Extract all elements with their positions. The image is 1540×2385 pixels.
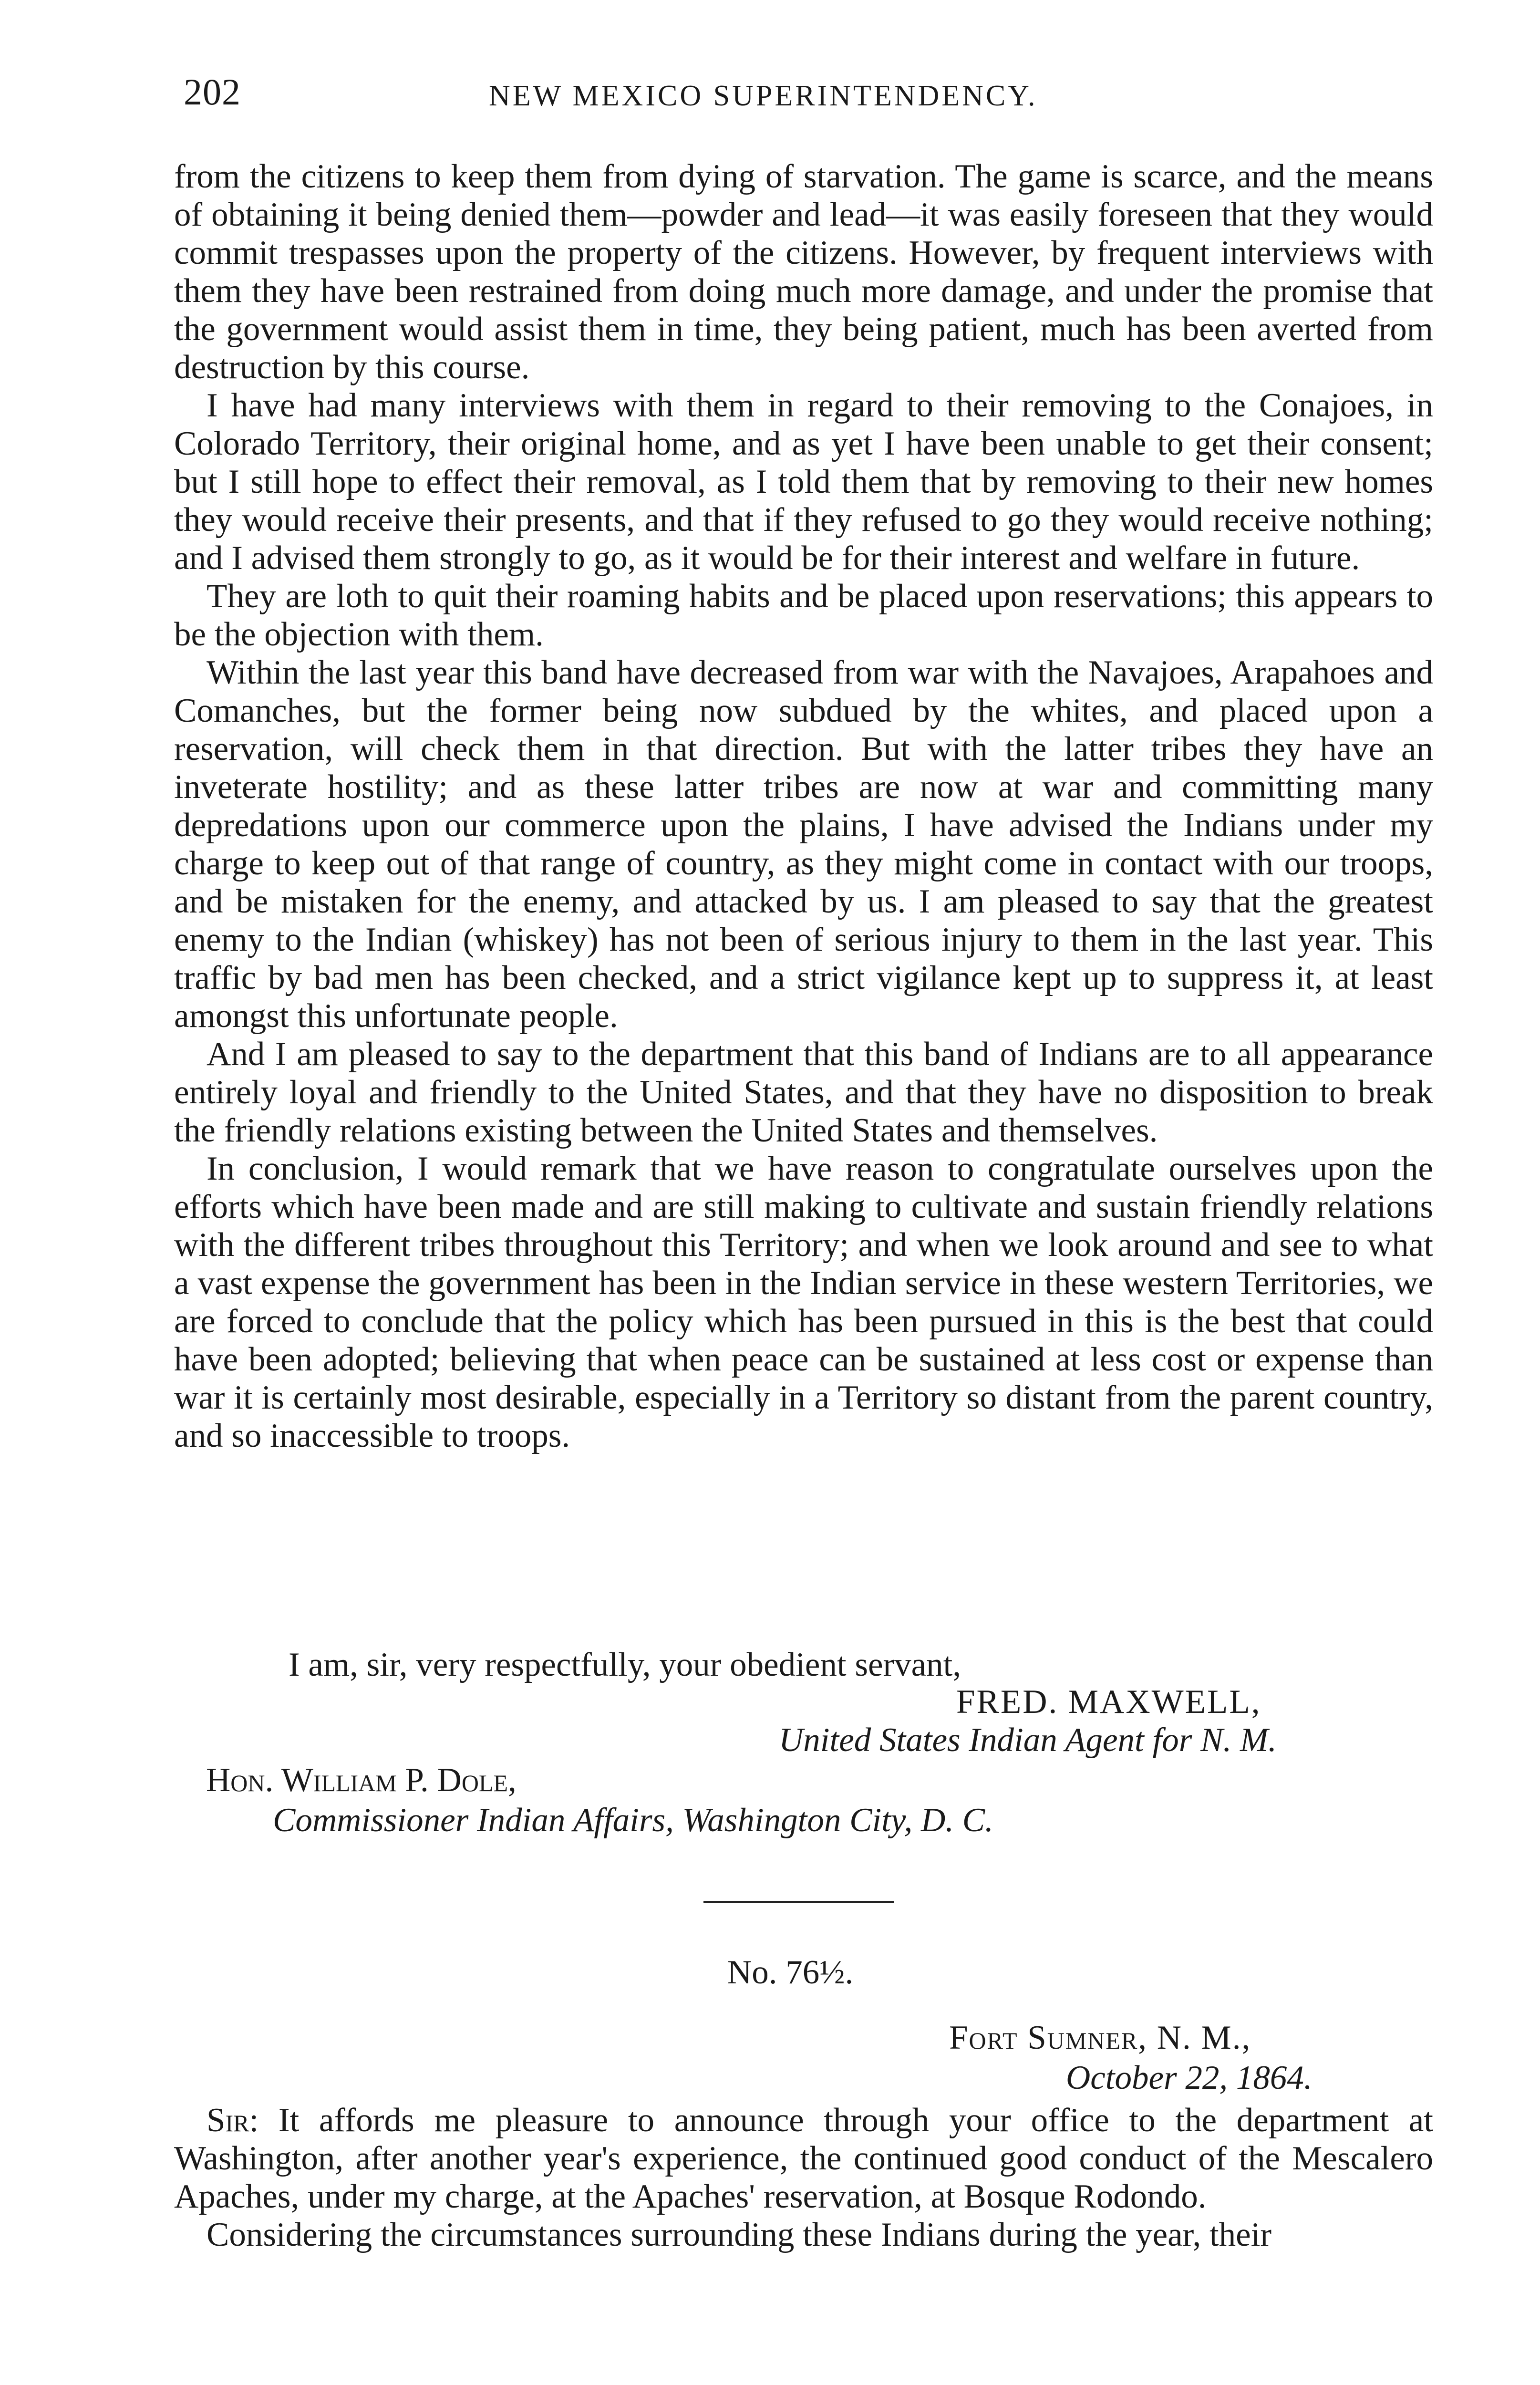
paragraph-reservations: They are loth to quit their roaming habits and be placed upon reservations; this appears to be the objection with them. [174, 578, 1433, 653]
section-divider [703, 1901, 894, 1903]
letter-paragraph-circumstances: Considering the circumstances surrounding these Indians during the year, their [207, 2216, 1272, 2253]
paragraph-continuation: from the citizens to keep them from dying of starvation. The game is scarce, and the means of obtaining it being denied them—powder and lead—it was easily foreseen that they would commit trespasses upon the property of the citizens. However, by frequent interviews with them they have been restrained from doing much more damage, and under the promise that the government would assist them in time, they being patient, much has been averted from destruction by this course. [174, 158, 1433, 386]
document-number: No. 76½. [727, 1954, 854, 1991]
letter-paragraph-opening [174, 2101, 1433, 2216]
paragraph-removal: I have had many interviews with them in regard to their removing to the Conajoes, in Colorado Territory, their original home, and as yet I have been unable to get their consent; but I still hope to effect their removal, as I told them that by removing to their new homes they would receive their presents, and that if they refused to go they would receive nothing; and I advised them strongly to go, as it would be for their interest and welfare in future. [174, 387, 1433, 577]
letter-opening-text: It affords me pleasure to announce through your office to the department at Washington, after another year's experience, the continued good conduct of the Mescalero Apaches, under my charge, at the Apaches' reservation, at Bosque Rodondo. [174, 2102, 1434, 2215]
page-header [184, 71, 1433, 118]
addressee-name: Hon. William P. Dole, [206, 1762, 517, 1799]
dateline-place: Fort Sumner, N. M., [949, 2019, 1251, 2056]
salutation: Sir: [207, 2102, 259, 2139]
paragraph-hostilities: Within the last year this band have decreased from war with the Navajoes, Arapahoes and Comanches, but the former being now subdued by the whites, and placed upon a reservation, will check them in that direction. But with the latter tribes they have an inveterate hostility; and as these latter tribes are now at war and committing many depredations upon our commerce upon the plains, I have advised the Indians under my charge to keep out of that range of country, as they might come in contact with our troops, and be mistaken for the enemy, and attacked by us. I am pleased to say that the greatest enemy to the Indian (whiskey) has not been of serious injury to them in the last year. This traffic by bad men has been checked, and a strict vigilance kept up to suppress it, at least amongst this unfortunate people. [174, 654, 1433, 1035]
dateline [949, 2018, 1426, 2098]
paragraph-conclusion: In conclusion, I would remark that we have reason to congratulate ourselves upon the efforts which have been made and are still making to cultivate and sustain friendly relations with the different tribes throughout this Territory; and when we look around and see to what a vast expense the government has been in the Indian service in these western Territories, we are forced to conclude that the policy which has been pursued in this is the best that could have been adopted; believing that when peace can be sustained at less cost or expense than war it is certainly most desirable, especially in a Territory so distant from the parent country, and so inaccessible to troops. [174, 1150, 1433, 1454]
letter-body [174, 2101, 1433, 2254]
signer-name: FRED. MAXWELL, [956, 1683, 1261, 1721]
letter-closing [174, 1646, 1433, 1759]
complimentary-close: I am, sir, very respectfully, your obedient servant, [289, 1646, 961, 1683]
signer-title: United States Indian Agent for N. M. [779, 1721, 1277, 1759]
report-body [174, 157, 1433, 1455]
addressee-title: Commissioner Indian Affairs, Washington City, D. C. [273, 1802, 993, 1839]
paragraph-loyalty: And I am pleased to say to the department that this band of Indians are to all appearance entirely loyal and friendly to the United States, and that they have no disposition to break the friendly relations existing between the United States and themselves. [174, 1036, 1433, 1149]
running-title: NEW MEXICO SUPERINTENDENCY. [489, 80, 1038, 112]
dateline-date: October 22, 1864. [1066, 2059, 1313, 2096]
page-number: 202 [184, 71, 241, 113]
addressee-block [206, 1760, 1398, 1840]
